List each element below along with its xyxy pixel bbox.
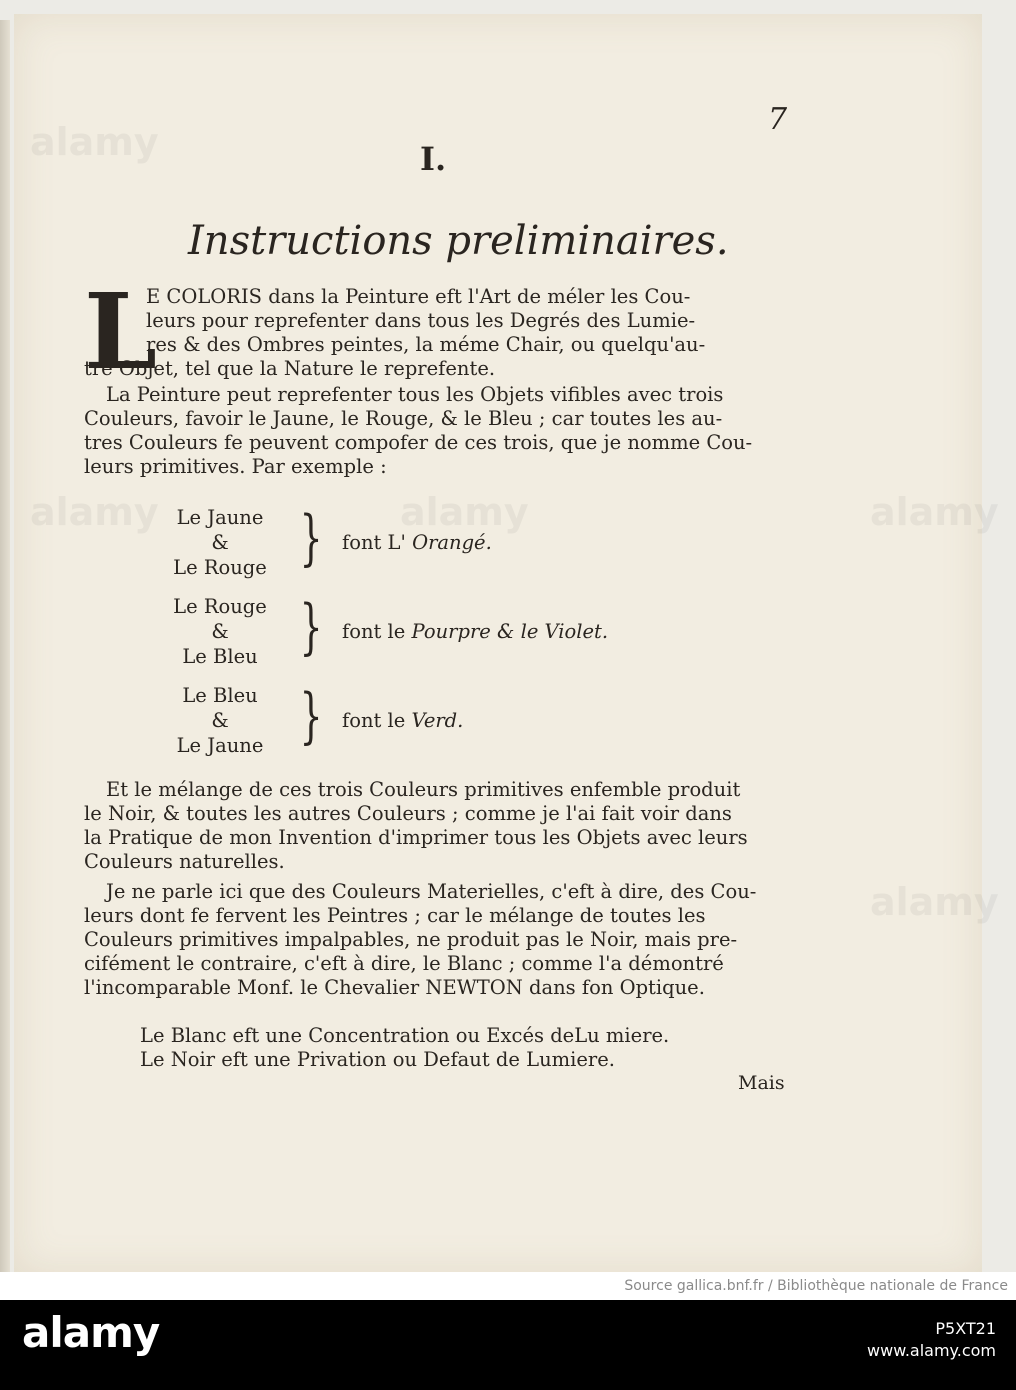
second-color: Le Jaune bbox=[176, 734, 264, 757]
text-line: Le Noir eft une Privation ou Defaut de Lumiere. bbox=[140, 1048, 615, 1071]
paragraph-4 bbox=[84, 880, 784, 1000]
intro-paragraph bbox=[146, 285, 786, 357]
combination-result: font le Pourpre & le Violet. bbox=[342, 620, 609, 643]
page-number: 7 bbox=[768, 102, 788, 137]
intro-paragraph-end bbox=[84, 357, 784, 381]
first-color: Le Rouge bbox=[173, 595, 267, 618]
text-line: La Peinture peut reprefenter tous les Objets vifibles avec trois bbox=[106, 383, 724, 406]
text-line: leurs dont fe fervent les Peintres ; car le mélange de toutes les bbox=[84, 904, 706, 927]
source-credit: Source gallica.bnf.fr / Bibliothèque nationale de France bbox=[0, 1272, 1016, 1300]
text-line: Et le mélange de ces trois Couleurs primitives enfemble produit bbox=[106, 778, 741, 801]
brace-icon: } bbox=[299, 503, 323, 573]
text-line: l'incomparable Monf. le Chevalier NEWTON dans fon Optique. bbox=[84, 976, 705, 999]
ampersand: & bbox=[211, 531, 229, 554]
first-color: Le Jaune bbox=[176, 506, 264, 529]
image-id: P5XT21 bbox=[935, 1319, 996, 1338]
text-line: Le Blanc eft une Concentration ou Excés deLu miere. bbox=[140, 1024, 670, 1047]
combination-result: font le Verd. bbox=[342, 709, 464, 732]
combination-result: font L' Orangé. bbox=[342, 531, 492, 554]
text-line: cifément le contraire, c'eft à dire, le Blanc ; comme l'a démontré bbox=[84, 952, 724, 975]
watermark: alamy bbox=[400, 490, 529, 534]
text-line: le Noir, & toutes les autres Couleurs ; comme je l'ai fait voir dans bbox=[84, 802, 732, 825]
ampersand: & bbox=[211, 620, 229, 643]
book-spine bbox=[0, 20, 10, 1280]
book-page bbox=[14, 14, 982, 1274]
paragraph-2 bbox=[84, 383, 784, 479]
watermark: alamy bbox=[30, 490, 159, 534]
text-line: E COLORIS dans la Peinture eft l'Art de méler les Cou- bbox=[146, 285, 691, 308]
text-line: Je ne parle ici que des Couleurs Materielles, c'eft à dire, des Cou- bbox=[106, 880, 757, 903]
second-color: Le Rouge bbox=[173, 556, 267, 579]
section-number: I. bbox=[420, 140, 447, 178]
text-line: tres Couleurs fe peuvent compofer de ces trois, que je nomme Cou- bbox=[84, 431, 753, 454]
catchword: Mais bbox=[738, 1072, 785, 1094]
first-color: Le Bleu bbox=[182, 684, 258, 707]
brace-icon: } bbox=[299, 592, 323, 662]
text-line: res & des Ombres peintes, la méme Chair, ou quelqu'au- bbox=[146, 333, 706, 356]
text-line: Couleurs, favoir le Jaune, le Rouge, & le Bleu ; car toutes les au- bbox=[84, 407, 723, 430]
stock-info bbox=[867, 1318, 996, 1362]
drop-cap: L bbox=[84, 270, 158, 393]
text-line: Couleurs primitives impalpables, ne produit pas le Noir, mais pre- bbox=[84, 928, 738, 951]
alamy-logo: alamy bbox=[22, 1308, 160, 1357]
brace-icon: } bbox=[299, 681, 323, 751]
closing-definitions bbox=[140, 1024, 760, 1072]
second-color: Le Bleu bbox=[182, 645, 258, 668]
watermark: alamy bbox=[30, 120, 159, 164]
watermark: alamy bbox=[870, 490, 999, 534]
page-title: Instructions preliminaires. bbox=[188, 218, 729, 264]
text-line: tre Objet, tel que la Nature le reprefente. bbox=[84, 357, 496, 380]
text-line: leurs pour reprefenter dans tous les Degrés des Lumie- bbox=[146, 309, 696, 332]
text-line: la Pratique de mon Invention d'imprimer tous les Objets avec leurs bbox=[84, 826, 748, 849]
text-line: leurs primitives. Par exemple : bbox=[84, 455, 387, 478]
site-url: www.alamy.com bbox=[867, 1341, 996, 1360]
ampersand: & bbox=[211, 709, 229, 732]
text-line: Couleurs naturelles. bbox=[84, 850, 285, 873]
watermark: alamy bbox=[870, 880, 999, 924]
paragraph-3 bbox=[84, 778, 784, 874]
